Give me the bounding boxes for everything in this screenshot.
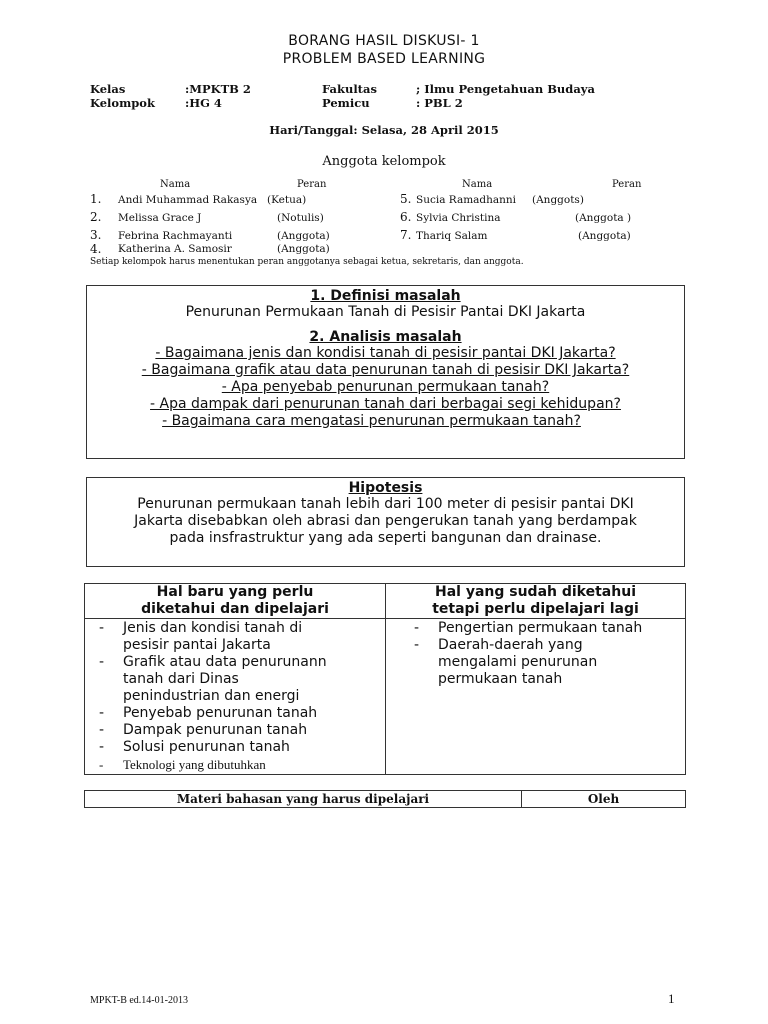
- member-name: Thariq Salam: [416, 230, 488, 242]
- member-role: (Notulis): [277, 212, 324, 224]
- member-role: (Anggota ): [575, 212, 632, 224]
- problem-box: [86, 285, 685, 459]
- member-number: 5.: [400, 192, 412, 206]
- hal-baru-header-line: Hal baru yang perlu: [156, 584, 314, 600]
- analisis-question: - Apa dampak dari penurunan tanah dari berbagai segi kehidupan?: [150, 396, 621, 412]
- member-number: 1.: [90, 192, 102, 206]
- member-name: Sylvia Christina: [416, 212, 501, 224]
- hal-diketahui-cell: [386, 619, 686, 775]
- analisis-question: - Apa penyebab penurunan permukaan tanah?: [221, 379, 550, 395]
- member-number: 2.: [90, 210, 102, 224]
- hal-diketahui-list: [386, 620, 685, 688]
- form-title: BORANG HASIL DISKUSI- 1: [288, 33, 480, 49]
- analisis-question: - Bagaimana grafik atau data penurunan tanah di pesisir DKI Jakarta?: [141, 362, 630, 378]
- hipotesis-line: pada insfrastruktur yang ada seperti bangunan dan drainase.: [169, 530, 602, 546]
- member-role: (Anggota): [578, 230, 631, 242]
- list-item: - Pengertian permukaan tanah: [414, 620, 643, 636]
- member-name: Febrina Rachmayanti: [118, 230, 233, 242]
- member-number: 4.: [90, 242, 102, 256]
- hal-baru-header: [85, 584, 386, 619]
- analisis-question: - Bagaimana jenis dan kondisi tanah di pesisir pantai DKI Jakarta?: [155, 345, 616, 361]
- fakultas-value: ; Ilmu Pengetahuan Budaya: [416, 82, 595, 96]
- pemicu-label: Pemicu: [322, 96, 370, 110]
- form-subtitle: PROBLEM BASED LEARNING: [282, 51, 486, 67]
- member-name: Melissa Grace J: [118, 212, 202, 224]
- hal-diketahui-header: [386, 584, 686, 619]
- member-role: (Anggota): [277, 243, 330, 255]
- member-name: Sucia Ramadhanni: [416, 194, 517, 206]
- hal-baru-header-line: diketahui dan dipelajari: [141, 601, 329, 617]
- member-number: 7.: [400, 228, 412, 242]
- list-item: - Teknologi yang dibutuhkan: [99, 757, 266, 772]
- analisis-question: - Bagaimana cara mengatasi penurunan permukaan tanah?: [162, 413, 581, 429]
- anggota-title: Anggota kelompok: [322, 154, 446, 169]
- hipotesis-line: Jakarta disebabkan oleh abrasi dan pengerukan tanah yang berdampak: [134, 513, 637, 529]
- list-item: - Dampak penurunan tanah: [99, 722, 308, 738]
- list-item: - Jenis dan kondisi tanah di pesisir pantai Jakarta: [99, 620, 303, 653]
- hipotesis-line: Penurunan permukaan tanah lebih dari 100 meter di pesisir pantai DKI: [137, 496, 634, 512]
- kelas-value: :MPKTB 2: [185, 82, 251, 96]
- oleh-col-header: Oleh: [522, 791, 686, 808]
- member-role: (Ketua): [267, 194, 307, 206]
- hal-diketahui-header-line: Hal yang sudah diketahui: [434, 584, 636, 600]
- footer-edition: MPKT-B ed.14-01-2013: [90, 995, 188, 1006]
- definisi-heading: 1. Definisi masalah: [310, 288, 461, 304]
- kelas-label: Kelas: [90, 82, 126, 96]
- member-number: 3.: [90, 228, 102, 242]
- materi-col-header: Materi bahasan yang harus dipelajari: [85, 791, 522, 808]
- member-role: (Anggota): [277, 230, 330, 242]
- fakultas-label: Fakultas: [322, 82, 377, 96]
- hipotesis-box: [86, 477, 685, 567]
- definisi-text: Penurunan Permukaan Tanah di Pesisir Pantai DKI Jakarta: [185, 304, 586, 320]
- col-peran-right: Peran: [612, 179, 642, 190]
- col-nama-left: Nama: [160, 179, 191, 190]
- analisis-heading: 2. Analisis masalah: [309, 329, 462, 345]
- member-number: 6.: [400, 210, 412, 224]
- hipotesis-heading: Hipotesis: [348, 480, 423, 496]
- hal-table-body: [85, 619, 686, 775]
- kelompok-label: Kelompok: [90, 96, 155, 110]
- list-item: - Daerah-daerah yang mengalami penurunan permukaan tanah: [414, 637, 598, 687]
- kelompok-value: :HG 4: [185, 96, 222, 110]
- member-name: Andi Muhammad Rakasya: [118, 194, 258, 206]
- member-name: Katherina A. Samosir: [118, 243, 232, 255]
- hari-tanggal: Hari/Tanggal: Selasa, 28 April 2015: [269, 123, 499, 137]
- list-item: - Solusi penurunan tanah: [99, 739, 290, 755]
- hal-table: [84, 583, 686, 775]
- pemicu-value: : PBL 2: [416, 96, 463, 110]
- list-item: - Penyebab penurunan tanah: [99, 705, 318, 721]
- col-peran-left: Peran: [297, 179, 327, 190]
- materi-table: [84, 790, 686, 808]
- hal-baru-cell: [85, 619, 386, 775]
- hal-diketahui-header-line: tetapi perlu dipelajari lagi: [432, 601, 639, 617]
- anggota-note: Setiap kelompok harus menentukan peran anggotanya sebagai ketua, sekretaris, dan anggota.: [90, 257, 524, 267]
- hal-table-header: [85, 584, 686, 619]
- list-item: - Grafik atau data penurunann tanah dari Dinas penindustrian dan energi: [99, 654, 327, 704]
- hal-baru-list: [85, 620, 385, 773]
- col-nama-right: Nama: [462, 179, 493, 190]
- page-number: 1: [668, 991, 675, 1006]
- materi-header: [85, 791, 686, 808]
- member-role: (Anggots): [532, 194, 584, 206]
